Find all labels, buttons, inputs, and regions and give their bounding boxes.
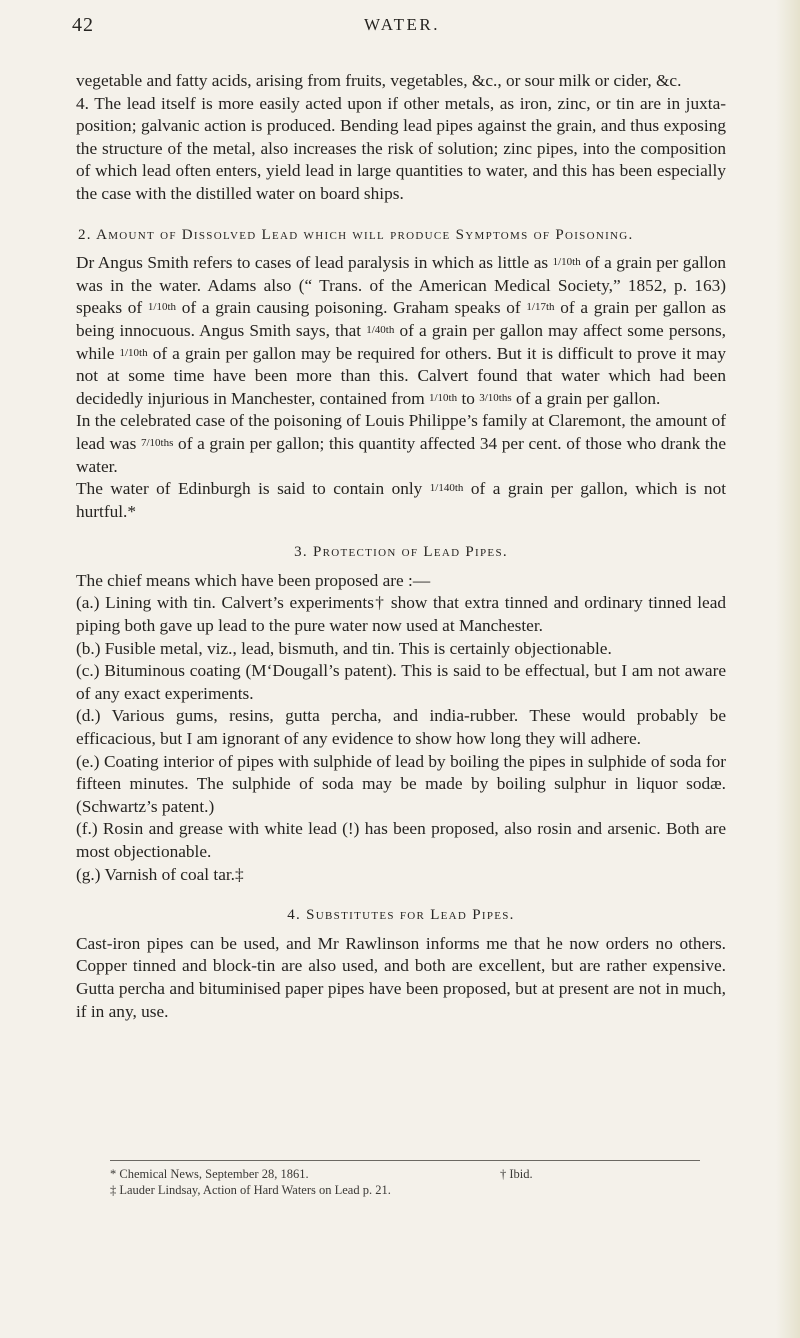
paragraph: In the celebrated case of the poisoning of Louis Philippe’s family at Claremont, the amount of lead was 7/10ths of a grain per gallon; this quantity affected 34 per cent. of those who drank the water. <box>76 411 726 476</box>
section-heading: 2. Amount of Dissolved Lead which will produce Symptoms of Poisoning. <box>78 226 634 243</box>
paragraph: 4. The lead itself is more easily acted upon if other metals, as iron, zinc, or tin are in juxta-position; galvanic action is produced. Bending lead pipes against the grain, and thus exposing the structure of the metal, also increases the risk of solution; zinc pipes, into the composition of which lead often enters, yield lead in large quantities to water, and this has been especially the case with the distilled water on board ships. <box>76 93 726 203</box>
section-heading: 4. Substitutes for Lead Pipes. <box>287 907 515 924</box>
list-item: (f.) Rosin and grease with white lead (!) has been proposed, also rosin and arsenic. Both are most objectionable. <box>76 819 726 861</box>
footnote: * Chemical News, September 28, 1861. <box>110 1167 309 1181</box>
paragraph: The chief means which have been proposed are :— <box>76 570 431 590</box>
paragraph: Dr Angus Smith refers to cases of lead paralysis in which as little as 1/10th of a grain per gallon was in the water. Adams also (“ Trans. of the American Medical Society,” 1852, p. 163) speaks of 1/10th of a grain causing poisoning. Graham speaks of 1/17th of a grain per gallon as being innocuous. Angus Smith says, that 1/40th of a grain per gallon may affect some persons, while 1/10th of a grain per gallon may be required for others. But it is difficult to prove it may not at some time have been more than this. Calvert found that water which had been decidedly injurious in Manchester, contained from 1/10th to 3/10ths of a grain per gallon. <box>76 253 726 408</box>
page-header <box>72 14 732 44</box>
footnote-divider <box>110 1160 700 1161</box>
list-item: (d.) Various gums, resins, gutta percha, and india-rubber. These would probably be efficacious, but I am ignorant of any evidence to show how long they will adhere. <box>76 706 726 749</box>
footnote: † Ibid. <box>500 1167 533 1181</box>
list-item: (c.) Bituminous coating (M‘Dougall’s patent). This is said to be effectual, but I am not aware of any exact experiments. <box>76 661 726 703</box>
fraction: 7/10ths <box>140 436 174 449</box>
footnotes <box>110 1166 730 1198</box>
fraction: 1/10th <box>147 301 177 314</box>
paragraph: The water of Edinburgh is said to contain only 1/140th of a grain per gallon, which is not hurtful.* <box>76 479 727 521</box>
page-body <box>76 70 726 1023</box>
running-title: WATER. <box>364 15 440 34</box>
fraction: 3/10ths <box>479 391 512 404</box>
fraction: 1/17th <box>526 301 555 314</box>
page-number: 42 <box>72 14 94 36</box>
paragraph: Cast-iron pipes can be used, and Mr Rawlinson informs me that he now orders no others. Copper tinned and block-tin are also used, and both are excellent, but are rather expensive. Gutta percha and bituminised paper pipes have been proposed, but at present are not in much, if in any, use. <box>76 933 726 1021</box>
list-item: (e.) Coating interior of pipes with sulphide of lead by boiling the pipes in sulphide of soda for fifteen minutes. The sulphide of soda may be made by boiling sulphur in liquor sodæ. (Schwartz’s patent.) <box>76 751 726 816</box>
page-edge <box>776 0 800 1338</box>
fraction: 1/10th <box>552 256 581 269</box>
section-heading: 3. Protection of Lead Pipes. <box>294 544 508 561</box>
list-item: (a.) Lining with tin. Calvert’s experiments† show that extra tinned and ordinary tinned lead piping both gave up lead to the pure water now used at Manchester. <box>76 593 726 636</box>
paragraph: vegetable and fatty acids, arising from fruits, vegetables, &c., or sour milk or cider, &c. <box>76 71 682 90</box>
fraction: 1/10th <box>429 391 458 404</box>
footnote: ‡ Lauder Lindsay, Action of Hard Waters on Lead p. 21. <box>110 1183 391 1197</box>
fraction: 1/10th <box>119 346 148 359</box>
fraction: 1/140th <box>429 482 464 495</box>
fraction: 1/40th <box>366 323 395 336</box>
list-item: (g.) Varnish of coal tar.‡ <box>76 864 244 884</box>
list-item: (b.) Fusible metal, viz., lead, bismuth, and tin. This is certainly objectionable. <box>76 638 612 658</box>
